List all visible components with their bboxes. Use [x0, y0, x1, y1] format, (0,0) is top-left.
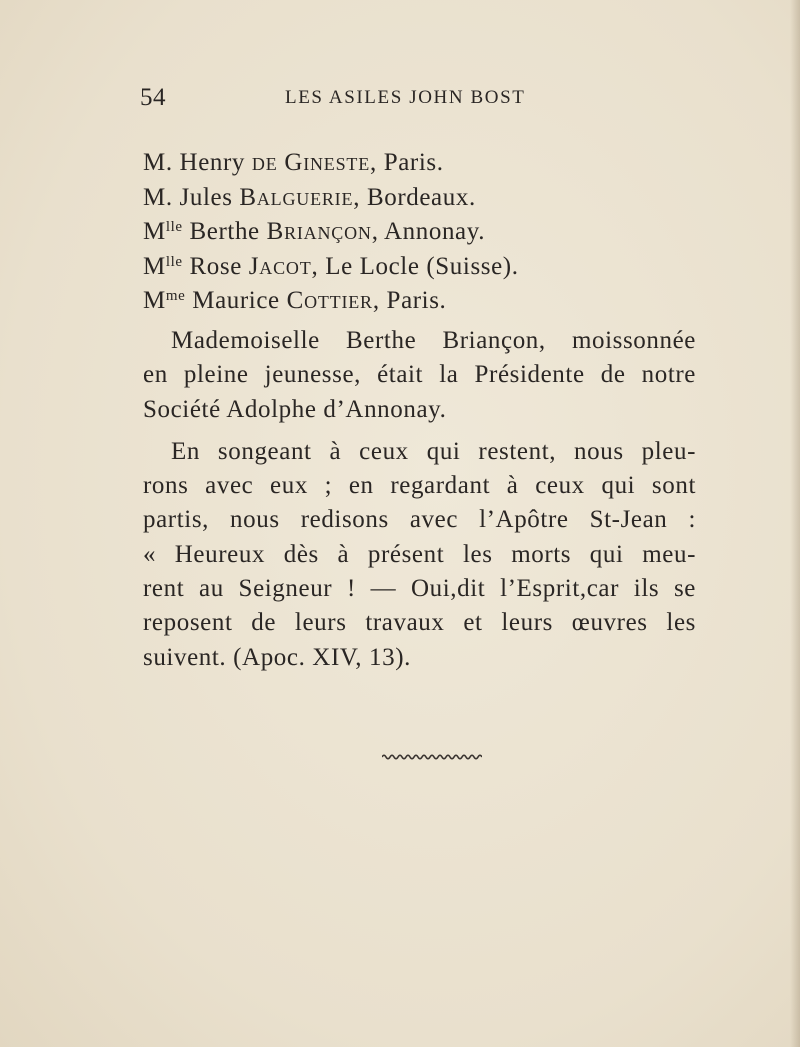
place: , Annonay. [371, 218, 486, 245]
text-line: rons avec eux ; en regardant à ceux qui sont [143, 472, 696, 500]
name-particle: de [251, 149, 278, 176]
first-name: Rose [189, 252, 242, 280]
first-name: Berthe [189, 218, 260, 245]
honorific-superscript: lle [165, 253, 183, 270]
paragraph [143, 435, 696, 675]
page-edge [790, 0, 800, 1047]
text-line: rent au Seigneur ! — Oui,dit l’Esprit,car ils se [143, 575, 696, 603]
surname: Balguerie [239, 183, 354, 211]
surname: Jacot [248, 252, 312, 280]
paragraph [143, 324, 696, 427]
honorific-superscript: lle [165, 219, 183, 235]
page-header [140, 84, 700, 116]
first-name: Henry [179, 149, 246, 176]
name-entry [143, 284, 703, 319]
name-list [143, 146, 703, 319]
text-line: « Heureux dès à présent les morts qui meu- [143, 540, 696, 568]
name-entry [143, 250, 703, 285]
name-entry [143, 181, 703, 216]
text-line: suivent. (Apoc. XIV, 13). [143, 643, 411, 671]
honorific: M. [143, 183, 173, 211]
place: , Bordeaux. [353, 183, 476, 211]
surname: Gineste [284, 149, 371, 176]
text-line: En songeant à ceux qui restent, nous pleu- [171, 437, 696, 465]
honorific: M [143, 287, 166, 314]
surname: Briançon [266, 218, 372, 245]
page-number: 54 [140, 84, 166, 111]
surname: Cottier [286, 287, 373, 314]
honorific: M [143, 252, 166, 280]
honorific: M. [143, 149, 173, 176]
place: , Paris. [370, 149, 444, 176]
name-entry [143, 146, 703, 181]
honorific: M [143, 218, 166, 245]
text-line: partis, nous redisons avec l’Apôtre St-Jean : [143, 506, 696, 534]
text-line: reposent de leurs travaux et leurs œuvres les [143, 609, 696, 637]
running-title: LES ASILES JOHN BOST [285, 87, 526, 108]
text-line: Société Adolphe d’Annonay. [143, 395, 447, 423]
text-line: Mademoiselle Berthe Briançon, moissonnée [171, 327, 696, 354]
place: , Le Locle (Suisse). [311, 252, 519, 280]
name-entry [143, 215, 703, 250]
place: , Paris. [372, 287, 447, 314]
honorific-superscript: me [165, 288, 186, 304]
wavy-rule-ornament [382, 752, 482, 762]
first-name: Jules [179, 183, 233, 211]
first-name: Maurice [192, 287, 280, 314]
text-line: en pleine jeunesse, était la Présidente de notre [143, 361, 696, 389]
body-text [143, 324, 696, 683]
